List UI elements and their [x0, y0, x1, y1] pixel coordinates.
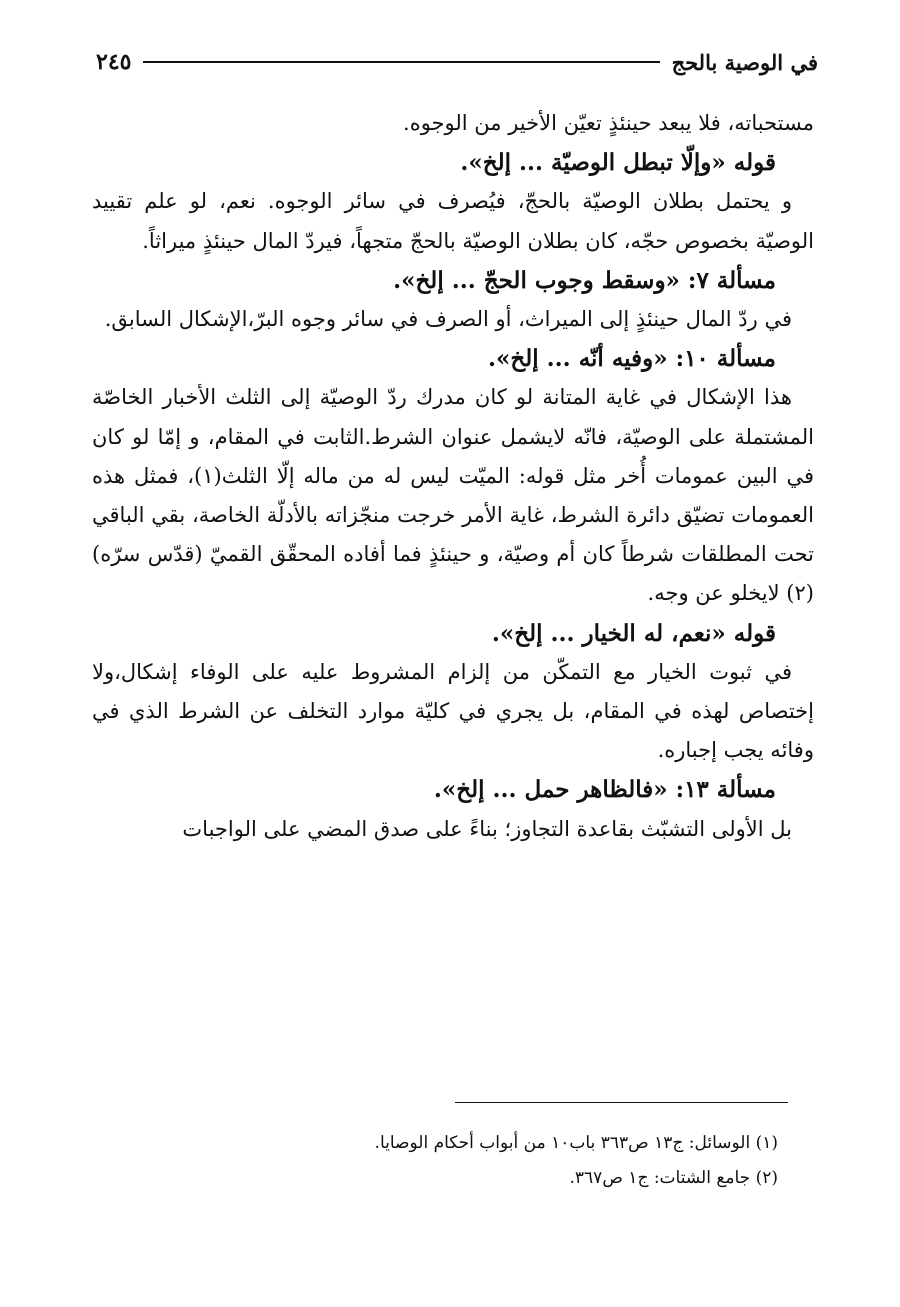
heading-masala-10: مسألة ١٠: «وفيه أنّه ... إلخ».	[488, 345, 776, 373]
footnote-2: (٢) جامع الشتات: ج١ ص٣٦٧.	[569, 1168, 778, 1188]
paragraph: هذا الإشكال في غاية المتانة لو كان مدرك ردّ الوصيّة إلى الثلث الأخبار الخاصّة المشتملة على الوصيّة، فانّه لايشمل عنوان الشرط.الثابت في المقام، و إمّا لو كان في البين عمومات أُخر مثل قوله: الميّت ليس له من ماله إلّا الثلث(١)، فمثل هذه العمومات تضيّق دائرة الشرط، غاية الأمر خرجت منجّزاته بالأدلّة الخاصة، بقي الباقي تحت المطلقات شرطاً كان أم وصيّة، و حينئذٍ فما أفاده المحقّق القميّ (قدّس سرّه)(٢) لايخلو عن وجه.	[92, 385, 814, 606]
footnote-separator	[455, 1102, 788, 1103]
paragraph: بل الأولى التشبّث بقاعدة التجاوز؛ بناءً على صدق المضي على الواجبات	[182, 816, 792, 841]
heading-qawluhu-naam: قوله «نعم، له الخيار ... إلخ».	[491, 619, 776, 647]
paragraph: و يحتمل بطلان الوصيّة بالحجّ، فيُصرف في سائر الوجوه. نعم، لو علم تقييد الوصيّة بخصوص حجّه، كان بطلان الوصيّة بالحجّ متجهاً، فيردّ المال حينئذٍ ميراثاً.	[92, 189, 814, 253]
paragraph: في ردّ المال حينئذٍ إلى الميراث، أو الصرف في سائر وجوه البرّ،الإشكال السابق.	[104, 307, 792, 332]
heading-masala-7: مسألة ٧: «وسقط وجوب الحجّ ... إلخ».	[393, 266, 776, 294]
heading-masala-13: مسألة ١٣: «فالظاهر حمل ... إلخ».	[433, 776, 776, 804]
header-title: في الوصية بالحج	[671, 49, 818, 75]
running-header	[96, 40, 818, 84]
body-text	[92, 104, 814, 849]
footnotes	[92, 1126, 778, 1196]
heading-qawluhu-illa: قوله «وإلّا تبطل الوصيّة ... إلخ».	[460, 149, 776, 177]
footnote-1: (١) الوسائل: ج١٣ ص٣٦٣ باب١٠ من أبواب أحكام الوصايا.	[374, 1133, 778, 1153]
header-rule	[143, 61, 659, 63]
paragraph-continuation: مستحباته، فلا يبعد حينئذٍ تعيّن الأخير من الوجوه.	[403, 111, 814, 135]
paragraph: في ثبوت الخيار مع التمكّن من إلزام المشروط عليه على الوفاء إشكال،ولا إختصاص لهذه في المقام، بل يجري في كليّة موارد التخلف عن الشرط الذي في وفائه يجب إجباره.	[92, 659, 814, 763]
page-number: ٢٤٥	[96, 49, 132, 75]
